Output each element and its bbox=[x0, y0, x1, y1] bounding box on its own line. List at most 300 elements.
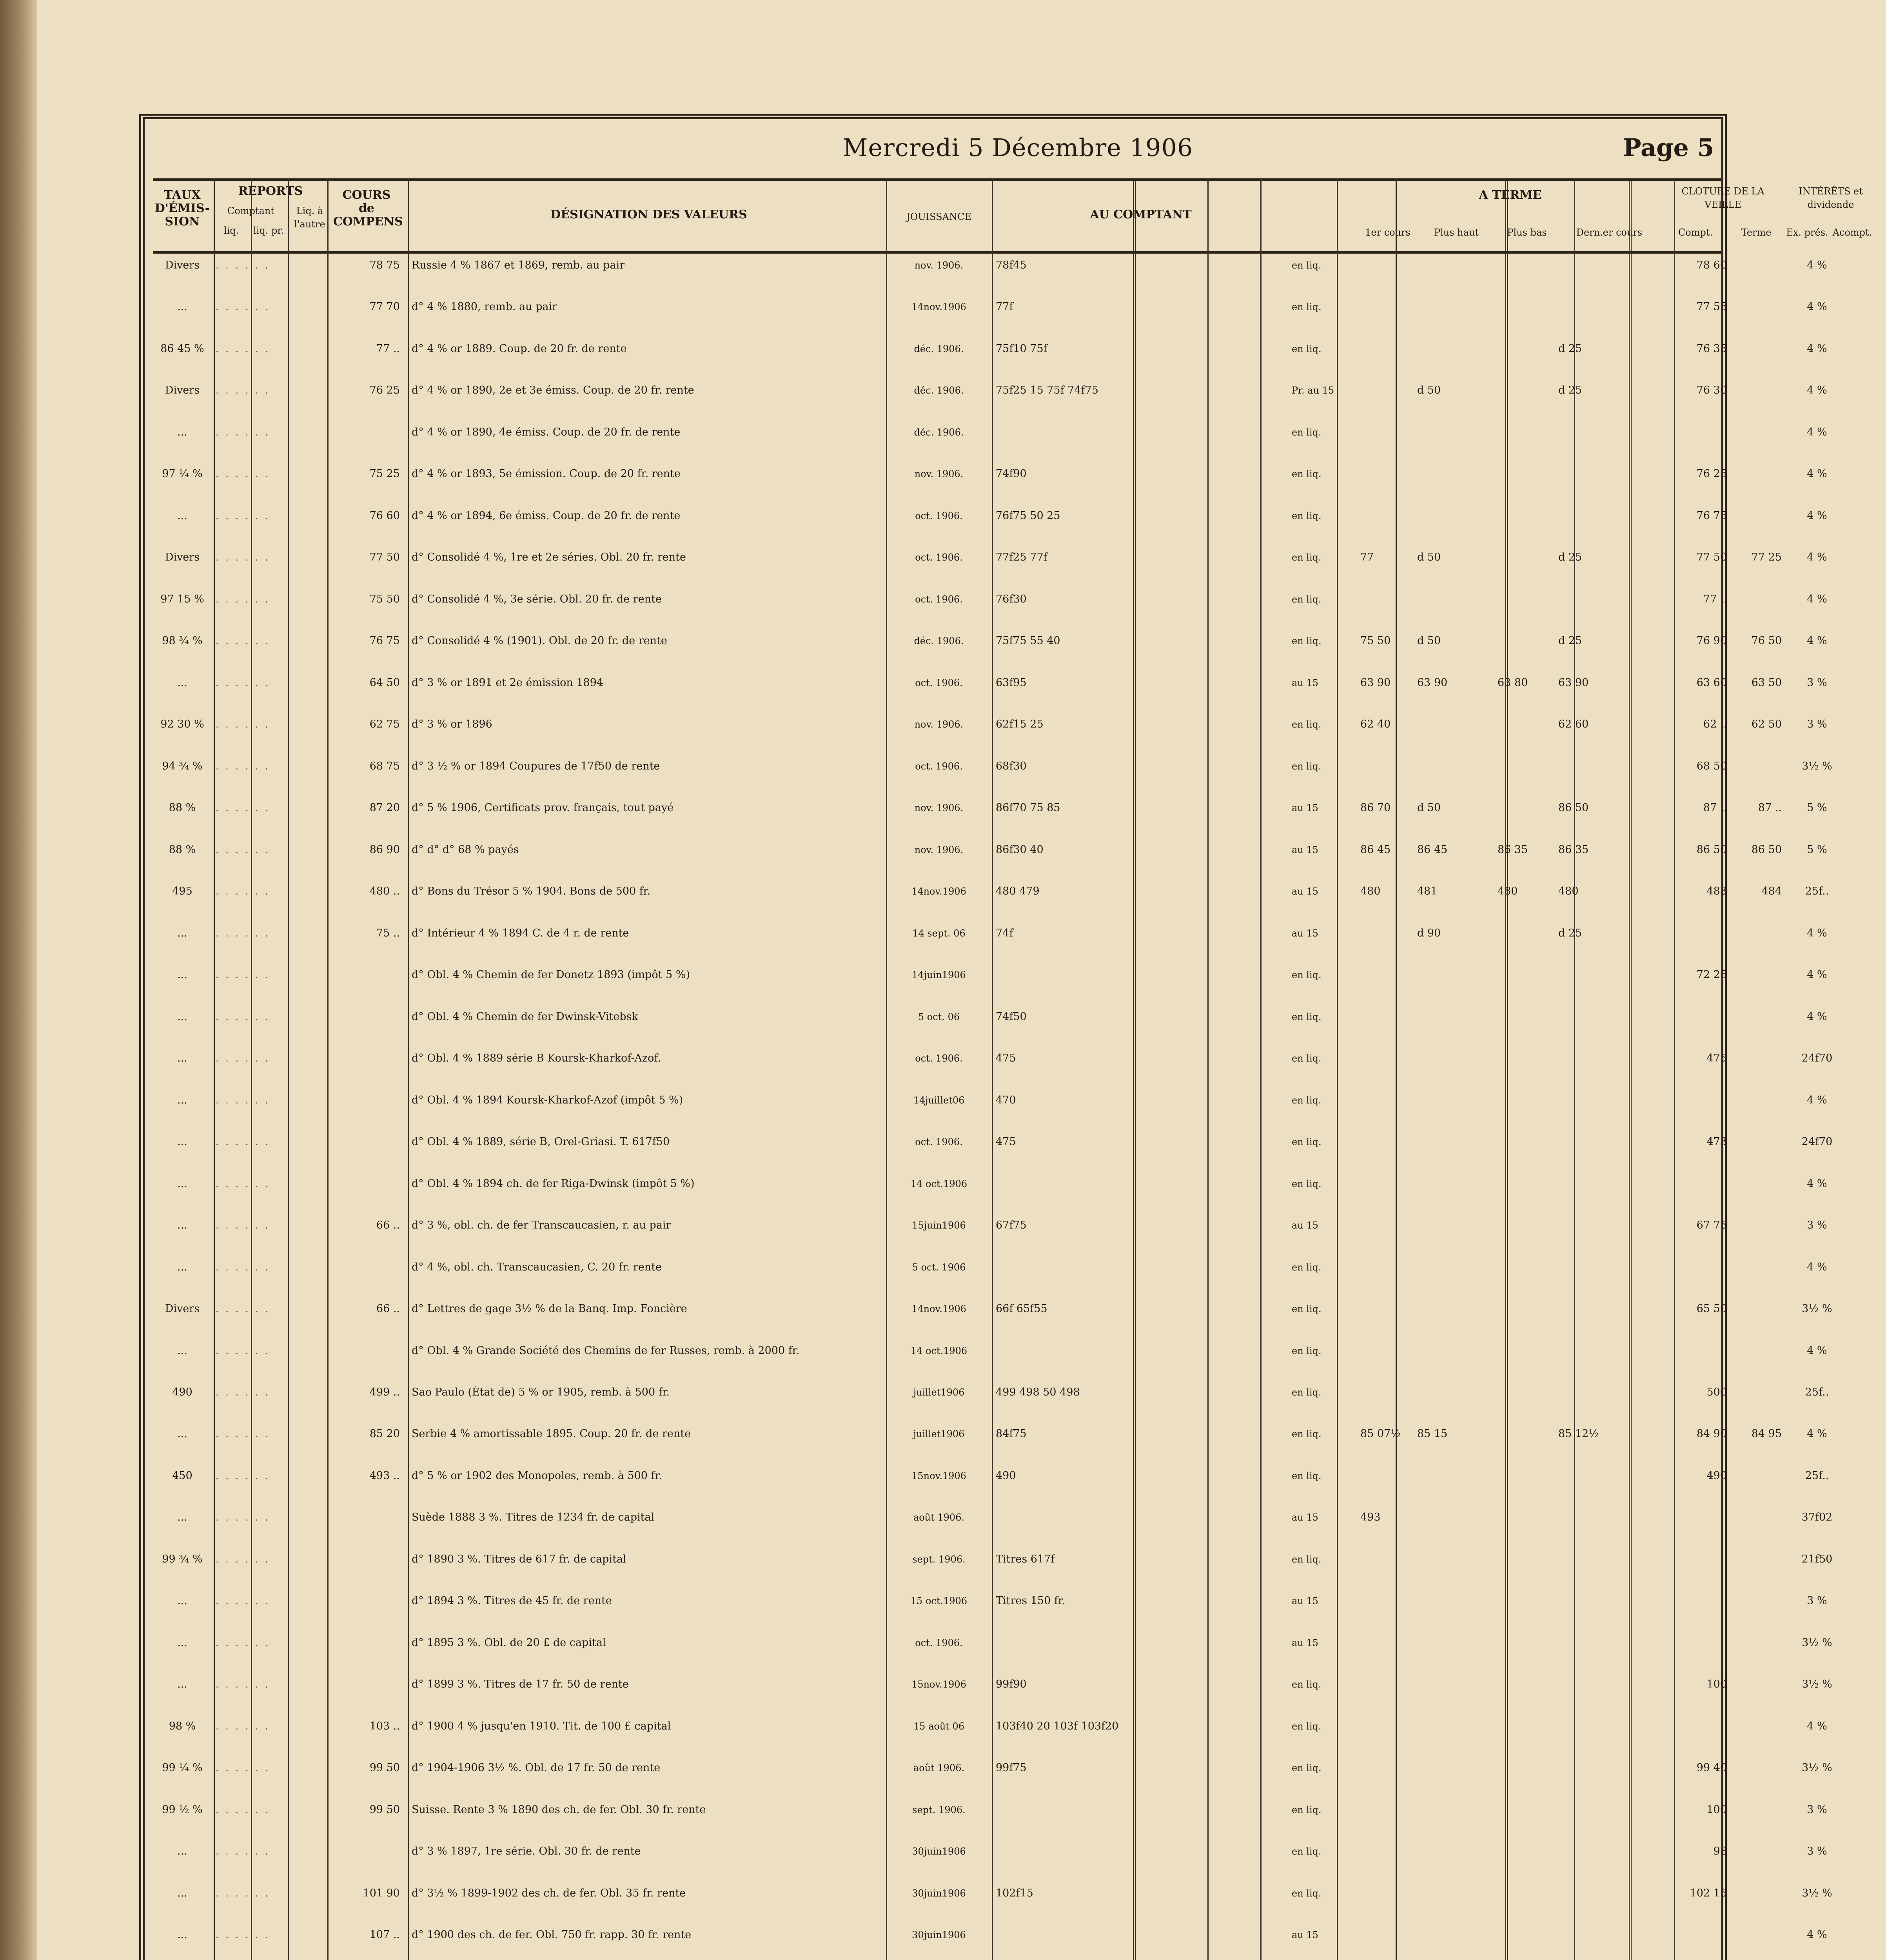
cell-t2: 63 90 bbox=[1417, 677, 1448, 689]
cell-taux: 99 ½ % bbox=[162, 1804, 203, 1816]
table-row bbox=[153, 1094, 1827, 1115]
cell-int: 21f50 bbox=[1801, 1553, 1833, 1565]
table-row bbox=[153, 1887, 1832, 1908]
cell-des: d° Consolidé 4 % (1901). Obl. de 20 fr. de rente bbox=[412, 635, 667, 647]
cell-cours: 75 50 bbox=[369, 593, 400, 605]
cell-des: d° 3 % or 1896 bbox=[412, 718, 492, 730]
cell-cours: 103 .. bbox=[369, 1720, 400, 1732]
cell-jou: 30juin1906 bbox=[912, 1929, 966, 1940]
col-cloture-terme: Terme bbox=[1741, 227, 1772, 238]
cell-des: d° 3 %, obl. ch. de fer Transcaucasien, r. au pair bbox=[412, 1219, 671, 1231]
cell-mkt: au 15 bbox=[1292, 1512, 1318, 1523]
cell-mkt: en liq. bbox=[1292, 1846, 1321, 1857]
table-row bbox=[153, 1344, 1827, 1365]
cell-des: d° 3 ½ % or 1894 Coupures de 17f50 de rente bbox=[412, 760, 660, 772]
cell-des: Suède 1888 3 %. Titres de 1234 fr. de capital bbox=[412, 1511, 655, 1523]
leader-dots: . . . . . . bbox=[216, 301, 270, 312]
table-row bbox=[153, 885, 1829, 906]
cell-des: d° 1900 des ch. de fer. Obl. 750 fr. rapp. 30 fr. rente bbox=[412, 1929, 692, 1941]
leader-dots: . . . . . . bbox=[216, 969, 270, 980]
col-dernier-cours: Dern.er cours bbox=[1576, 227, 1643, 238]
cell-int: 3 % bbox=[1807, 1595, 1827, 1607]
leader-dots: . . . . . . bbox=[216, 1512, 270, 1523]
cell-jou: 30juin1906 bbox=[912, 1846, 966, 1857]
cell-mkt: en liq. bbox=[1292, 1804, 1321, 1815]
table-row bbox=[153, 426, 1827, 447]
cell-c1: 68 50 bbox=[1696, 760, 1727, 772]
cell-t1: 63 90 bbox=[1360, 677, 1391, 689]
leader-dots: . . . . . . bbox=[216, 1178, 270, 1189]
leader-dots: . . . . . . bbox=[216, 1804, 270, 1815]
leader-dots: . . . . . . bbox=[216, 1679, 270, 1690]
table-row bbox=[153, 634, 1827, 655]
cell-des: d° Consolidé 4 %, 1re et 2e séries. Obl. 20 fr. rente bbox=[412, 551, 686, 563]
cell-taux: ... bbox=[177, 1219, 187, 1231]
cell-jou: nov. 1906. bbox=[914, 719, 964, 730]
leader-dots: . . . . . . bbox=[216, 343, 270, 354]
cell-des: d° 1904-1906 3½ %. Obl. de 17 fr. 50 de rente bbox=[412, 1762, 661, 1774]
cell-jou: déc. 1906. bbox=[914, 427, 964, 438]
cell-jou: déc. 1906. bbox=[914, 635, 964, 646]
cell-mkt: en liq. bbox=[1292, 1345, 1321, 1356]
cell-c1: 77 50 bbox=[1696, 551, 1727, 563]
cell-des: d° 3½ % 1899-1902 des ch. de fer. Obl. 35 fr. rente bbox=[412, 1887, 686, 1899]
cell-cours: 66 .. bbox=[376, 1219, 400, 1231]
cell-taux: 98 ¾ % bbox=[162, 635, 203, 647]
cell-t4: 86 50 bbox=[1558, 802, 1589, 814]
cell-des: d° 3 % 1897, 1re série. Obl. 30 fr. de rente bbox=[412, 1845, 641, 1857]
col-interets: INTÉRÊTS et dividende bbox=[1799, 186, 1863, 210]
cell-cours: 68 75 bbox=[369, 760, 400, 772]
table-row bbox=[153, 718, 1827, 739]
cell-des: d° Obl. 4 % 1889, série B, Orel-Griasi. T. 617f50 bbox=[412, 1136, 670, 1148]
cell-int: 25f.. bbox=[1805, 885, 1829, 897]
cell-jou: déc. 1906. bbox=[914, 343, 964, 354]
cell-des: d° 3 % or 1891 et 2e émission 1894 bbox=[412, 677, 604, 689]
cell-cours: 78 75 bbox=[369, 259, 400, 271]
cell-t1: 85 07½ bbox=[1360, 1428, 1401, 1440]
cell-c2: 62 50 bbox=[1751, 718, 1782, 730]
leader-dots: . . . . . . bbox=[216, 1428, 270, 1439]
cell-comp: Titres 150 fr. bbox=[996, 1595, 1066, 1607]
cell-cours: 77 50 bbox=[369, 551, 400, 563]
cell-int: 4 % bbox=[1807, 969, 1827, 981]
cell-des: d° Lettres de gage 3½ % de la Banq. Imp. Foncière bbox=[412, 1303, 687, 1315]
cell-jou: 14juin1906 bbox=[912, 969, 966, 980]
cell-jou: 15 août 06 bbox=[913, 1721, 965, 1732]
leader-dots: . . . . . . bbox=[216, 1136, 270, 1147]
cell-c1: 99 40 bbox=[1696, 1762, 1727, 1774]
table-row bbox=[153, 1052, 1833, 1073]
leader-dots: . . . . . . bbox=[216, 1303, 270, 1314]
table-row bbox=[153, 259, 1827, 280]
cell-t1: 77 bbox=[1360, 551, 1374, 563]
cell-mkt: en liq. bbox=[1292, 761, 1321, 772]
cell-int: 3 % bbox=[1807, 1219, 1827, 1231]
leader-dots: . . . . . . bbox=[216, 1470, 270, 1481]
cell-taux: ... bbox=[177, 1929, 187, 1941]
leader-dots: . . . . . . bbox=[216, 594, 270, 605]
leader-dots: . . . . . . bbox=[216, 677, 270, 688]
book-binding bbox=[0, 0, 37, 1960]
cell-comp: 62f15 25 bbox=[996, 718, 1044, 730]
cell-des: Sao Paulo (État de) 5 % or 1905, remb. à 500 fr. bbox=[412, 1386, 670, 1398]
col-acompte: Acompt. bbox=[1832, 227, 1872, 238]
cell-des: d° 1890 3 %. Titres de 617 fr. de capital bbox=[412, 1553, 626, 1565]
cell-t4: 86 35 bbox=[1558, 844, 1589, 856]
cell-mkt: au 15 bbox=[1292, 1929, 1318, 1940]
cell-comp: Titres 617f bbox=[996, 1553, 1055, 1565]
cell-cours: 107 .. bbox=[369, 1929, 400, 1941]
cell-jou: 14 oct.1906 bbox=[910, 1345, 968, 1356]
table-row bbox=[153, 1302, 1832, 1323]
cell-c1: 76 25 bbox=[1696, 468, 1727, 480]
cell-comp: 99f90 bbox=[996, 1678, 1027, 1690]
cell-t1: 86 45 bbox=[1360, 844, 1391, 856]
cell-comp: 475 bbox=[996, 1136, 1016, 1148]
leader-dots: . . . . . . bbox=[216, 1345, 270, 1356]
cell-cours: 76 75 bbox=[369, 635, 400, 647]
cell-int: 4 % bbox=[1807, 1261, 1827, 1273]
cell-cours: 76 25 bbox=[369, 384, 400, 396]
cell-taux: 98 % bbox=[169, 1720, 196, 1732]
cell-cours: 99 50 bbox=[369, 1804, 400, 1816]
cell-t3: 86 35 bbox=[1498, 844, 1528, 856]
cell-jou: oct. 1906. bbox=[915, 552, 963, 563]
cell-int: 25f.. bbox=[1805, 1470, 1829, 1482]
cell-des: d° Obl. 4 % 1889 série B Koursk-Kharkof-Azof. bbox=[412, 1052, 661, 1064]
cell-mkt: en liq. bbox=[1292, 1095, 1321, 1106]
cell-c1: 98 bbox=[1713, 1845, 1727, 1857]
cell-mkt: en liq. bbox=[1292, 260, 1321, 271]
cell-mkt: au 15 bbox=[1292, 1637, 1318, 1648]
cell-comp: 75f10 75f bbox=[996, 343, 1047, 355]
cell-taux: Divers bbox=[165, 384, 200, 396]
cell-jou: 15nov.1906 bbox=[911, 1679, 966, 1690]
cell-cours: 64 50 bbox=[369, 677, 400, 689]
table-row bbox=[153, 1678, 1832, 1699]
cell-des: d° Bons du Trésor 5 % 1904. Bons de 500 fr. bbox=[412, 885, 651, 897]
leader-dots: . . . . . . bbox=[216, 844, 270, 855]
cell-jou: nov. 1906. bbox=[914, 260, 964, 271]
leader-dots: . . . . . . bbox=[216, 719, 270, 730]
cell-mkt: Pr. au 15 bbox=[1292, 385, 1334, 396]
table-row bbox=[153, 593, 1827, 614]
cell-des: d° Intérieur 4 % 1894 C. de 4 r. de rente bbox=[412, 927, 629, 939]
table-row bbox=[153, 1803, 1827, 1824]
cell-des: Suisse. Rente 3 % 1890 des ch. de fer. Obl. 30 fr. rente bbox=[412, 1804, 706, 1816]
cell-taux: 97 15 % bbox=[160, 593, 204, 605]
cell-t4: 62 60 bbox=[1558, 718, 1589, 730]
cell-int: 4 % bbox=[1807, 1345, 1827, 1357]
table-row bbox=[153, 1761, 1832, 1782]
cell-des: d° 4 % or 1890, 2e et 3e émiss. Coup. de 20 fr. rente bbox=[412, 384, 694, 396]
table-row bbox=[153, 467, 1827, 488]
cell-int: 3½ % bbox=[1802, 1887, 1832, 1899]
table-row bbox=[153, 1219, 1827, 1240]
cell-int: 4 % bbox=[1807, 343, 1827, 355]
cell-comp: 66f 65f55 bbox=[996, 1303, 1047, 1315]
cell-int: 4 % bbox=[1807, 1011, 1827, 1023]
cell-taux: 450 bbox=[172, 1470, 192, 1482]
cell-des: d° Obl. 4 % Chemin de fer Dwinsk-Vitebsk bbox=[412, 1011, 638, 1023]
cell-c1: 490 bbox=[1706, 1470, 1727, 1482]
leader-dots: . . . . . . bbox=[216, 427, 270, 438]
cell-comp: 74f50 bbox=[996, 1011, 1027, 1023]
cell-taux: 88 % bbox=[169, 802, 196, 814]
cell-mkt: en liq. bbox=[1292, 1762, 1321, 1773]
cell-taux: ... bbox=[177, 927, 187, 939]
cell-des: d° Obl. 4 % 1894 ch. de fer Riga-Dwinsk (impôt 5 %) bbox=[412, 1178, 695, 1190]
cell-mkt: en liq. bbox=[1292, 1303, 1321, 1314]
cell-c1: 76 75 bbox=[1696, 510, 1727, 522]
cell-jou: oct. 1906. bbox=[915, 1136, 963, 1147]
cell-taux: ... bbox=[177, 1345, 187, 1357]
cell-cours: 86 90 bbox=[369, 844, 400, 856]
cell-t4: 63 90 bbox=[1558, 677, 1589, 689]
cell-int: 4 % bbox=[1807, 259, 1827, 271]
cell-int: 4 % bbox=[1807, 1428, 1827, 1440]
cell-mkt: au 15 bbox=[1292, 886, 1318, 897]
cell-jou: 14nov.1906 bbox=[911, 1303, 966, 1314]
leader-dots: . . . . . . bbox=[216, 1387, 270, 1398]
cell-taux: ... bbox=[177, 1261, 187, 1273]
cell-mkt: en liq. bbox=[1292, 343, 1321, 354]
cell-t1: 62 40 bbox=[1360, 718, 1391, 730]
cell-taux: ... bbox=[177, 1887, 187, 1899]
table-row bbox=[153, 1594, 1827, 1615]
cell-mkt: en liq. bbox=[1292, 1470, 1321, 1481]
cell-des: d° 4 % 1880, remb. au pair bbox=[412, 301, 557, 313]
leader-dots: . . . . . . bbox=[216, 1721, 270, 1732]
table-row bbox=[153, 1511, 1833, 1532]
cell-cours: 62 75 bbox=[369, 718, 400, 730]
cell-comp: 480 479 bbox=[996, 885, 1040, 897]
cell-mkt: au 15 bbox=[1292, 802, 1318, 813]
cell-c2: 87 .. bbox=[1758, 802, 1782, 814]
cell-jou: oct. 1906. bbox=[915, 1053, 963, 1064]
col-jouissance: JOUISSANCE bbox=[906, 211, 971, 222]
cell-cours: 75 .. bbox=[376, 927, 400, 939]
cell-int: 3½ % bbox=[1802, 1637, 1832, 1649]
cell-taux: ... bbox=[177, 1845, 187, 1857]
cell-c2: 63 50 bbox=[1751, 677, 1782, 689]
col-plus-bas: Plus bas bbox=[1507, 227, 1547, 238]
cell-comp: 470 bbox=[996, 1094, 1016, 1106]
cell-mkt: en liq. bbox=[1292, 594, 1321, 605]
leader-dots: . . . . . . bbox=[216, 552, 270, 563]
cell-int: 4 % bbox=[1807, 301, 1827, 313]
cell-des: d° 5 % 1906, Certificats prov. français, tout payé bbox=[412, 802, 674, 814]
leader-dots: . . . . . . bbox=[216, 1595, 270, 1606]
cell-int: 5 % bbox=[1807, 844, 1827, 856]
col-liq-pr: liq. pr. bbox=[253, 225, 284, 236]
cell-taux: 86 45 % bbox=[160, 343, 204, 355]
cell-taux: 94 ¾ % bbox=[162, 760, 203, 772]
cell-t4: d 25 bbox=[1558, 927, 1582, 939]
cell-cours: 99 50 bbox=[369, 1762, 400, 1774]
cell-c1: 100 bbox=[1706, 1678, 1727, 1690]
cell-comp: 68f30 bbox=[996, 760, 1027, 772]
cell-des: d° d° d° 68 % payés bbox=[412, 844, 519, 856]
cell-t2: 85 15 bbox=[1417, 1428, 1448, 1440]
cell-mkt: au 15 bbox=[1292, 677, 1318, 688]
col-cours: COURS de COMPENS bbox=[333, 188, 403, 229]
cell-c1: 77 55 bbox=[1696, 301, 1727, 313]
cell-comp: 75f75 55 40 bbox=[996, 635, 1060, 647]
cell-jou: 14 oct.1906 bbox=[910, 1178, 968, 1189]
cell-int: 4 % bbox=[1807, 551, 1827, 563]
cell-mkt: en liq. bbox=[1292, 1262, 1321, 1273]
cell-c1: 76 35 bbox=[1696, 343, 1727, 355]
cell-comp: 75f25 15 75f 74f75 bbox=[996, 384, 1098, 396]
cell-taux: ... bbox=[177, 677, 187, 689]
cell-taux: 88 % bbox=[169, 844, 196, 856]
cell-cours: 480 .. bbox=[369, 885, 400, 897]
table-row bbox=[153, 1928, 1827, 1949]
cell-cours: 66 .. bbox=[376, 1303, 400, 1315]
cell-cours: 76 60 bbox=[369, 510, 400, 522]
cell-mkt: en liq. bbox=[1292, 1178, 1321, 1189]
table-row bbox=[153, 843, 1827, 864]
leader-dots: . . . . . . bbox=[216, 1888, 270, 1899]
cell-des: d° Obl. 4 % Chemin de fer Donetz 1893 (impôt 5 %) bbox=[412, 969, 690, 981]
cell-taux: Divers bbox=[165, 259, 200, 271]
cell-mkt: en liq. bbox=[1292, 969, 1321, 980]
cell-int: 4 % bbox=[1807, 1929, 1827, 1941]
cell-c2: 77 25 bbox=[1751, 551, 1782, 563]
cell-des: Serbie 4 % amortissable 1895. Coup. 20 fr. de rente bbox=[412, 1428, 691, 1440]
cell-c1: 78 60 bbox=[1696, 259, 1727, 271]
cell-taux: 97 ¼ % bbox=[162, 468, 203, 480]
cell-mkt: en liq. bbox=[1292, 719, 1321, 730]
cell-jou: 5 oct. 1906 bbox=[912, 1262, 966, 1273]
col-plus-haut: Plus haut bbox=[1434, 227, 1479, 238]
cell-cours: 499 .. bbox=[369, 1386, 400, 1398]
cell-c1: 86 50 bbox=[1696, 844, 1727, 856]
cell-jou: oct. 1906. bbox=[915, 510, 963, 521]
cell-int: 3 % bbox=[1807, 677, 1827, 689]
cell-c1: 500 bbox=[1706, 1386, 1727, 1398]
cell-comp: 77f bbox=[996, 301, 1013, 313]
leader-dots: . . . . . . bbox=[216, 510, 270, 521]
cell-taux: ... bbox=[177, 510, 187, 522]
cell-mkt: en liq. bbox=[1292, 468, 1321, 479]
leader-dots: . . . . . . bbox=[216, 761, 270, 772]
leader-dots: . . . . . . bbox=[216, 1220, 270, 1231]
leader-dots: . . . . . . bbox=[216, 1846, 270, 1857]
cell-t3: 63 80 bbox=[1498, 677, 1528, 689]
table-row bbox=[153, 676, 1827, 697]
cell-int: 3½ % bbox=[1802, 1678, 1832, 1690]
cell-des: d° Obl. 4 % Grande Société des Chemins de fer Russes, remb. à 2000 fr. bbox=[412, 1345, 800, 1357]
cell-taux: ... bbox=[177, 1011, 187, 1023]
cell-taux: 490 bbox=[172, 1386, 192, 1398]
cell-taux: ... bbox=[177, 1136, 187, 1148]
cell-jou: juillet1906 bbox=[913, 1428, 965, 1439]
table-row bbox=[153, 1553, 1833, 1574]
cell-int: 4 % bbox=[1807, 1094, 1827, 1106]
leader-dots: . . . . . . bbox=[216, 635, 270, 646]
col-a-terme: A TERME bbox=[1479, 188, 1542, 202]
cell-cours: 75 25 bbox=[369, 468, 400, 480]
cell-jou: 14 sept. 06 bbox=[912, 928, 966, 939]
cell-taux: ... bbox=[177, 1678, 187, 1690]
cell-jou: août 1906. bbox=[913, 1762, 965, 1773]
leader-dots: . . . . . . bbox=[216, 1262, 270, 1273]
cell-c1: 77 .. bbox=[1703, 593, 1727, 605]
cell-mkt: en liq. bbox=[1292, 510, 1321, 521]
cell-mkt: en liq. bbox=[1292, 1428, 1321, 1439]
cell-c1: 62 .. bbox=[1703, 718, 1727, 730]
table-row bbox=[153, 1261, 1827, 1282]
cell-mkt: en liq. bbox=[1292, 1136, 1321, 1147]
cell-taux: 92 30 % bbox=[160, 718, 204, 730]
cell-jou: 5 oct. 06 bbox=[918, 1011, 960, 1022]
cell-des: d° 1900 4 % jusqu'en 1910. Tit. de 100 £ capital bbox=[412, 1720, 671, 1732]
cell-mkt: en liq. bbox=[1292, 301, 1321, 312]
leader-dots: . . . . . . bbox=[216, 886, 270, 897]
cell-int: 37f02 bbox=[1801, 1511, 1833, 1523]
cell-t4: d 25 bbox=[1558, 551, 1582, 563]
cell-t3: 480 bbox=[1498, 885, 1518, 897]
cell-c1: 475 bbox=[1706, 1052, 1727, 1064]
cell-int: 4 % bbox=[1807, 593, 1827, 605]
cell-int: 4 % bbox=[1807, 1178, 1827, 1190]
cell-t4: d 25 bbox=[1558, 384, 1582, 396]
cell-mkt: en liq. bbox=[1292, 427, 1321, 438]
page-number: Page 5 bbox=[1623, 133, 1714, 162]
leader-dots: . . . . . . bbox=[216, 260, 270, 271]
cell-jou: sept. 1906. bbox=[912, 1804, 966, 1815]
cell-jou: 15nov.1906 bbox=[911, 1470, 966, 1481]
cell-t1: 86 70 bbox=[1360, 802, 1391, 814]
cell-des: d° Consolidé 4 %, 3e série. Obl. 20 fr. de rente bbox=[412, 593, 662, 605]
cell-t2: d 50 bbox=[1417, 635, 1441, 647]
cell-comp: 99f75 bbox=[996, 1762, 1027, 1774]
cell-c1: 67 75 bbox=[1696, 1219, 1727, 1231]
cell-c1: 473 bbox=[1706, 1136, 1727, 1148]
table-row bbox=[153, 927, 1827, 948]
table-row bbox=[153, 1469, 1829, 1490]
leader-dots: . . . . . . bbox=[216, 1053, 270, 1064]
cell-c2: 76 50 bbox=[1751, 635, 1782, 647]
cell-des: d° 5 % or 1902 des Monopoles, remb. à 500 fr. bbox=[412, 1470, 663, 1482]
cell-mkt: en liq. bbox=[1292, 1387, 1321, 1398]
table-row bbox=[153, 1636, 1832, 1657]
cell-taux: 99 ¼ % bbox=[162, 1762, 203, 1774]
cell-des: d° 4 % or 1893, 5e émission. Coup. de 20 fr. rente bbox=[412, 468, 681, 480]
cell-int: 4 % bbox=[1807, 468, 1827, 480]
cell-mkt: en liq. bbox=[1292, 1011, 1321, 1022]
cell-jou: oct. 1906. bbox=[915, 761, 963, 772]
leader-dots: . . . . . . bbox=[216, 1929, 270, 1940]
cell-comp: 74f bbox=[996, 927, 1013, 939]
table-row bbox=[153, 968, 1827, 989]
cell-taux: ... bbox=[177, 1637, 187, 1649]
cell-jou: août 1906. bbox=[913, 1512, 965, 1523]
cell-comp: 84f75 bbox=[996, 1428, 1027, 1440]
cell-cours: 77 70 bbox=[369, 301, 400, 313]
cell-comp: 103f40 20 103f 103f20 bbox=[996, 1720, 1119, 1732]
col-reports: REPORTS bbox=[238, 184, 303, 198]
cell-mkt: en liq. bbox=[1292, 635, 1321, 646]
cell-int: 3 % bbox=[1807, 718, 1827, 730]
table-row bbox=[153, 801, 1827, 822]
cell-t4: d 25 bbox=[1558, 635, 1582, 647]
page-date: Mercredi 5 Décembre 1906 bbox=[843, 133, 1193, 162]
cell-des: d° 1894 3 %. Titres de 45 fr. de rente bbox=[412, 1595, 612, 1607]
